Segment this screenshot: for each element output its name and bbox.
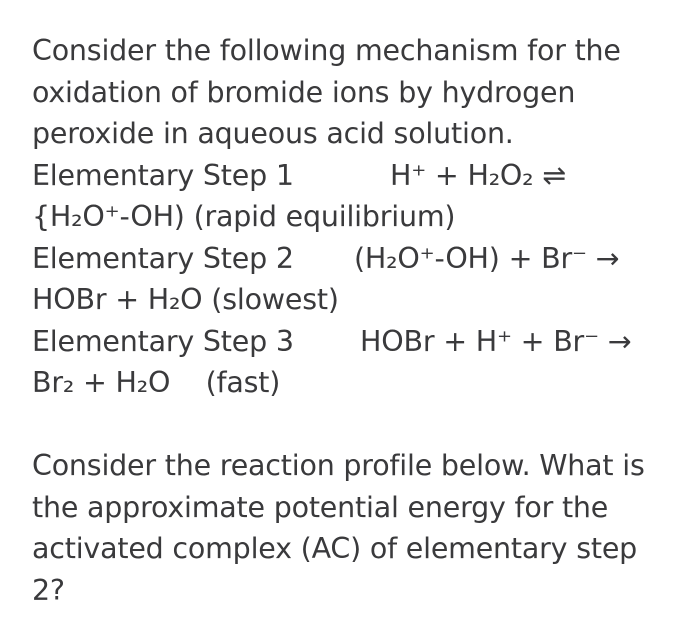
step-1-label: Elementary Step 1	[32, 158, 294, 192]
step-3-products: Br₂ + H₂O (fast)	[32, 366, 281, 399]
step-2-products: HOBr + H₂O (slowest)	[32, 283, 339, 316]
step-2-reactants: (H₂O⁺-OH) + Br⁻ →	[354, 241, 620, 275]
step-2-label: Elementary Step 2	[32, 241, 294, 275]
intro-line-1: Consider the following mechanism for the	[32, 34, 621, 67]
step-1-reactants: H⁺ + H₂O₂ ⇌	[390, 158, 566, 192]
intro-line-3: peroxide in aqueous acid solution.	[32, 117, 514, 150]
question-line-4: 2?	[32, 573, 65, 607]
intro-line-2: oxidation of bromide ions by hydrogen	[32, 75, 576, 109]
question-line-3: activated complex (AC) of elementary step	[32, 532, 638, 565]
question-document	[32, 30, 672, 611]
step-3-row	[32, 321, 672, 363]
step-1-products: {H₂O⁺-OH) (rapid equilibrium)	[32, 200, 456, 233]
step-2-row	[32, 238, 672, 280]
paragraph-gap	[32, 404, 672, 446]
step-1-row	[32, 155, 672, 197]
step-3-reactants: HOBr + H⁺ + Br⁻ →	[360, 324, 632, 358]
step-3-label: Elementary Step 3	[32, 324, 294, 358]
question-line-2: the approximate potential energy for the	[32, 490, 609, 524]
question-line-1: Consider the reaction profile below. What is	[32, 449, 645, 482]
